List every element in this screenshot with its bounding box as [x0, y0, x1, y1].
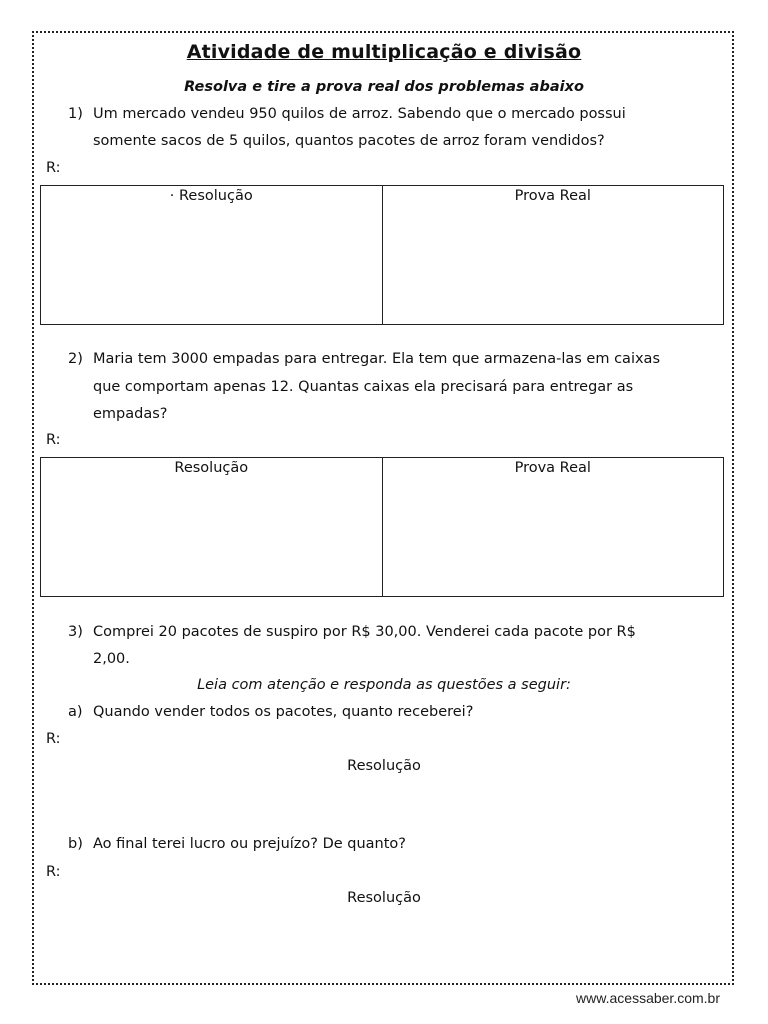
q3a-question: Quando vender todos os pacotes, quanto receberei? — [93, 704, 474, 720]
footer-website: www.acessaber.com.br — [576, 990, 720, 1006]
q3b-label: b) — [68, 836, 83, 852]
q1-prova-real-column: Prova Real — [382, 186, 724, 324]
q2-number: 2) — [68, 351, 83, 367]
q3a-answer-label: R: — [46, 731, 61, 747]
q3-line-1: Comprei 20 pacotes de suspiro por R$ 30,00. Venderei cada pacote por R$ — [93, 624, 636, 640]
q3-number: 3) — [68, 624, 83, 640]
worksheet-title: Atividade de multiplicação e divisão — [186, 41, 582, 63]
q1-number: 1) — [68, 106, 83, 122]
q3a-label: a) — [68, 704, 83, 720]
q2-line-3: empadas? — [93, 406, 168, 422]
q1-answer-label: R: — [46, 160, 61, 176]
q3b-resolucao: Resolução — [347, 890, 421, 906]
q1-line-2: somente sacos de 5 quilos, quantos pacotes de arroz foram vendidos? — [93, 133, 605, 149]
q2-work-table — [40, 457, 724, 597]
q3a-resolucao: Resolução — [347, 758, 421, 774]
q3-line-2: 2,00. — [93, 651, 130, 667]
q2-line-2: que comportam apenas 12. Quantas caixas ela precisará para entregar as — [93, 379, 634, 395]
q1-work-table — [40, 185, 724, 325]
q3-instruction: Leia com atenção e responda as questões a seguir: — [197, 677, 571, 693]
q2-prova-real-column: Prova Real — [382, 458, 724, 596]
q1-resolucao-column: · Resolução — [169, 188, 253, 204]
worksheet-subtitle: Resolva e tire a prova real dos problemas abaixo — [184, 79, 584, 95]
q2-resolucao-column: Resolução — [174, 460, 249, 476]
q2-answer-label: R: — [46, 432, 61, 448]
q3b-question: Ao final terei lucro ou prejuízo? De quanto? — [93, 836, 407, 852]
q2-line-1: Maria tem 3000 empadas para entregar. Ela tem que armazena-las em caixas — [93, 351, 660, 367]
q3b-answer-label: R: — [46, 864, 61, 880]
q1-line-1: Um mercado vendeu 950 quilos de arroz. Sabendo que o mercado possui — [93, 106, 626, 122]
